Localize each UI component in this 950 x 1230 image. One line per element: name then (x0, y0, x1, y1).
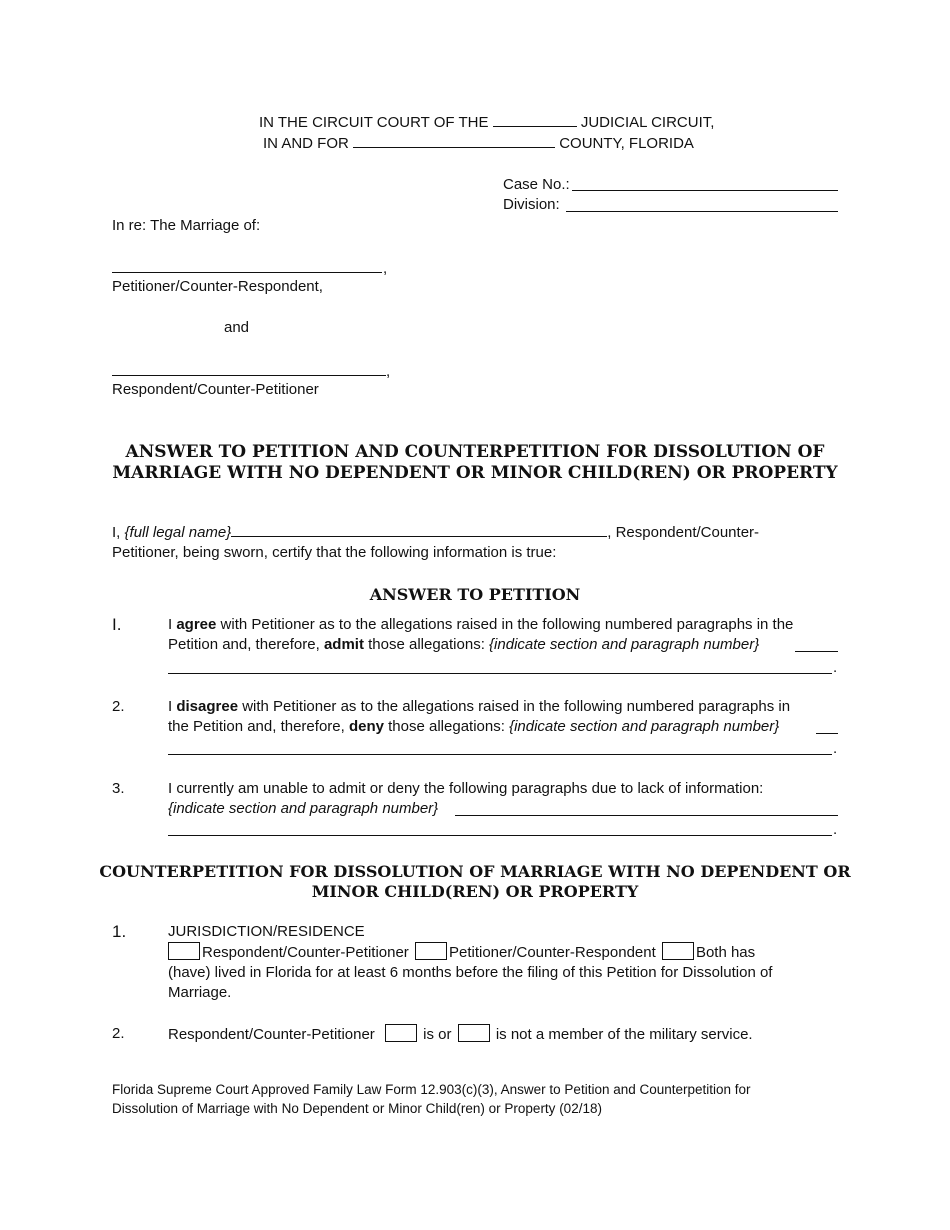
circuit-number-field[interactable] (493, 112, 577, 127)
in-re-label: In re: The Marriage of: (112, 217, 261, 234)
intro-line2: Petitioner, being sworn, certify that the following information is true: (112, 544, 557, 561)
answer-item3-field-b[interactable] (168, 835, 832, 836)
case-no-label: Case No.: (503, 176, 570, 193)
document-title-line1: ANSWER TO PETITION AND COUNTERPETITION FOR DISSOLUTION OF (125, 442, 825, 462)
county-name-field[interactable] (353, 133, 555, 148)
is-military-checkbox[interactable] (385, 1024, 417, 1042)
answer-item1-line2: Petition and, therefore, admit those allegations: {indicate section and paragraph number} (168, 636, 760, 653)
and-label: and (224, 319, 250, 336)
footer-line2: Dissolution of Marriage with No Dependent or Minor Child(ren) or Property (02/18) (112, 1101, 602, 1116)
both-residence-checkbox[interactable] (662, 942, 694, 960)
respondent-name-field[interactable] (112, 375, 386, 376)
case-no-field[interactable] (572, 190, 838, 191)
answer-item1-number: I. (112, 615, 122, 634)
jurisdiction-label: JURISDICTION/RESIDENCE (168, 923, 365, 940)
petitioner-comma: , (383, 260, 388, 277)
residence-options-line: Respondent/Counter-Petitioner Petitioner/Counter-Respondent Both has (168, 942, 755, 963)
counter-item1-number: 1. (112, 922, 127, 941)
court-circuit-line: IN THE CIRCUIT COURT OF THE JUDICIAL CIRCUIT, (259, 114, 715, 131)
respondent-comma: , (386, 363, 391, 380)
answer-item2-number: 2. (112, 698, 125, 715)
answer-item2-field-b[interactable] (168, 754, 832, 755)
intro-line1: I, {full legal name} , Respondent/Counter- (112, 524, 760, 541)
court-county-line: IN AND FOR COUNTY, FLORIDA (263, 135, 694, 152)
respondent-label: Respondent/Counter-Petitioner (112, 381, 319, 398)
answer-item3-field-a[interactable] (455, 815, 838, 816)
answer-item3-line1: I currently am unable to admit or deny the following paragraphs due to lack of information: (168, 780, 764, 797)
footer-line1: Florida Supreme Court Approved Family Law Form 12.903(c)(3), Answer to Petition and Counterpetition for (112, 1082, 751, 1097)
petitioner-name-field[interactable] (112, 272, 382, 273)
military-line: Respondent/Counter-Petitioner is or is not a member of the military service. (168, 1026, 753, 1043)
answer-item2-period: . (833, 740, 838, 757)
residence-line2: (have) lived in Florida for at least 6 months before the filing of this Petition for Dissolution of (168, 964, 773, 981)
counter-heading-line2: MINOR CHILD(REN) OR PROPERTY (311, 882, 639, 901)
answer-item2-line2: the Petition and, therefore, deny those allegations: {indicate section and paragraph number} (168, 718, 780, 735)
is-not-military-checkbox[interactable] (458, 1024, 490, 1042)
answer-item1-field-b[interactable] (168, 673, 832, 674)
division-field[interactable] (566, 211, 838, 212)
petitioner-residence-checkbox[interactable] (415, 942, 447, 960)
counter-item2-number: 2. (112, 1025, 125, 1042)
answer-item1-field-a[interactable] (795, 651, 838, 652)
answer-item2-field-a[interactable] (816, 733, 838, 734)
division-label: Division: (503, 196, 560, 213)
answer-item1-period: . (833, 659, 838, 676)
answer-item1-line1: I agree with Petitioner as to the allegations raised in the following numbered paragraphs in the (168, 616, 794, 633)
document-title-line2: MARRIAGE WITH NO DEPENDENT OR MINOR CHILD(REN) OR PROPERTY (112, 463, 838, 483)
residence-line3: Marriage. (168, 984, 232, 1001)
answer-item3-line2: {indicate section and paragraph number} (168, 800, 439, 817)
petitioner-label: Petitioner/Counter-Respondent, (112, 278, 323, 295)
full-legal-name-field[interactable] (231, 522, 607, 537)
respondent-residence-checkbox[interactable] (168, 942, 200, 960)
counter-heading-line1: COUNTERPETITION FOR DISSOLUTION OF MARRIAGE WITH NO DEPENDENT OR (99, 862, 851, 881)
answer-item2-line1: I disagree with Petitioner as to the allegations raised in the following numbered paragraphs in (168, 698, 791, 715)
answer-item3-number: 3. (112, 780, 125, 797)
answer-item3-period: . (833, 821, 838, 838)
answer-heading: ANSWER TO PETITION (369, 585, 581, 604)
